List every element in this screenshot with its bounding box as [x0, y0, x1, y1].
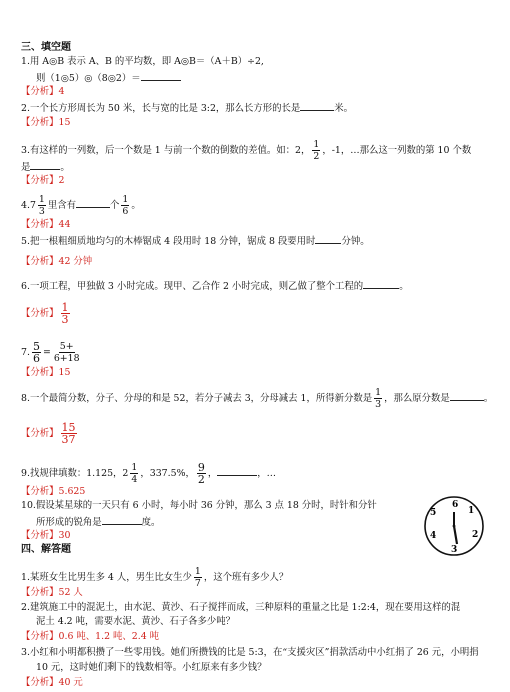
- clock-number-4: 4: [430, 531, 437, 541]
- q1-analysis: 【分析】4: [21, 86, 65, 97]
- clock-hour-hand: [454, 526, 457, 544]
- q8-answer-blank[interactable]: [450, 391, 484, 401]
- s3-line1: 3.小红和小明都积攒了一些零用钱。她们所攒钱的比是 5:3，在“支援灾区”捐款活动中小红捐了 26 元，小明捐: [21, 647, 479, 658]
- q3-answer-blank[interactable]: [30, 160, 60, 170]
- q1-line2: 则（1◎5）◎（8◎2）＝: [36, 71, 181, 85]
- clock-center: [453, 525, 456, 528]
- section-heading-problems: 四、解答题: [21, 544, 71, 555]
- q8-answer-fraction: $\frac{15}{37}$: [61, 421, 76, 446]
- s1-analysis: 【分析】52 人: [21, 587, 83, 598]
- q10-answer-blank[interactable]: [102, 515, 142, 525]
- clock-diagram: [423, 495, 485, 557]
- q4-answer-blank[interactable]: [76, 198, 110, 208]
- q6-answer-blank[interactable]: [363, 279, 399, 289]
- q2-answer-blank[interactable]: [300, 101, 334, 111]
- q2-analysis: 【分析】15: [21, 117, 71, 128]
- q4-line: 4.7 $\frac{1}{3}$ 里含有 个 $\frac{1}{6}$ 。: [21, 194, 141, 217]
- q3-fraction: $\frac{1}{2}$: [313, 139, 320, 162]
- q10-line2: 所形成的锐角是 度。: [36, 517, 161, 528]
- q10-line1: 10.假设某星球的一天只有 6 小时，每小时 36 分钟，那么 3 点 18 分时，时针和分针: [21, 500, 377, 511]
- s1-line: 1.某班女生比男生多 4 人，男生比女生少 $\frac{1}{7}$ ，这个班有多少人？: [21, 566, 289, 589]
- s3-line2: 10 元，这时她们剩下的钱数相等。小红原来有多少钱？: [36, 662, 267, 673]
- q6-analysis: 【分析】 $\frac{1}{3}$: [21, 301, 69, 326]
- q1-answer-blank[interactable]: [141, 71, 181, 81]
- q7-analysis: 【分析】15: [21, 367, 71, 378]
- s2-line1: 2.建筑施工中的混泥土，由水泥、黄沙、石子搅拌而成，三种原料的重量之比是 1:2:4，现在要用这样的混: [21, 602, 461, 613]
- q9-analysis: 【分析】5.625: [21, 486, 86, 497]
- q2-line: 2.一个长方形周长为 50 米，长与宽的比是 3:2，那么长方形的长是 米。: [21, 103, 354, 114]
- clock-number-6: 6: [452, 500, 459, 510]
- q5-analysis: 【分析】42 分钟: [21, 256, 93, 267]
- q5-line: 5.把一根粗细质地均匀的木棒锯成 4 段用时 18 分钟，锯成 8 段要用时 分钟。: [21, 236, 370, 247]
- q9-fraction-2: $\frac{9}{2}$: [197, 461, 205, 486]
- q9-answer-blank[interactable]: [217, 466, 257, 476]
- s2-analysis: 【分析】0.6 吨、1.2 吨、2.4 吨: [21, 631, 160, 642]
- q1-line1: 1.用 A◎B 表示 A、B 的平均数，即 A◎B＝（A＋B）÷2,: [21, 56, 264, 67]
- q8-line: 8.一个最简分数，分子、分母的和是 52，若分子减去 3，分母减去 1，所得新分数是 $\frac{1}{3}$ ，那么原分数是 。: [21, 387, 494, 410]
- clock-number-1: 1: [468, 506, 475, 516]
- q8-analysis: 【分析】 $\frac{15}{37}$: [21, 421, 76, 446]
- q8-fraction: $\frac{1}{3}$: [375, 387, 382, 410]
- s3-analysis: 【分析】40 元: [21, 677, 83, 688]
- q7-line: 7. $\frac{5}{6}$ = $\frac{5+}{6+18}$: [21, 340, 80, 365]
- q4-fraction-1: $\frac{1}{3}$: [38, 194, 45, 217]
- clock-number-2: 2: [472, 530, 479, 540]
- s1-fraction: $\frac{1}{7}$: [194, 566, 201, 589]
- q5-answer-blank[interactable]: [315, 234, 341, 244]
- q3-line2: 是 。: [21, 162, 70, 173]
- q3-line1: 3.有这样的一列数，后一个数是 1 与前一个数的倒数的差值。如：2， $\frac{1}{2}$ ，-1，…那么这一列数的第 10 个数: [21, 139, 472, 162]
- q7-left-fraction: $\frac{5}{6}$: [32, 340, 40, 365]
- s2-line2: 泥土 4.2 吨，需要水泥、黄沙、石子各多少吨？: [36, 616, 235, 627]
- q9-mixed-fraction: $\frac{1}{4}$: [131, 462, 138, 485]
- q6-answer-fraction: $\frac{1}{3}$: [61, 301, 69, 326]
- q7-right-fraction: $\frac{5+}{6+18}$: [53, 341, 80, 364]
- q10-analysis: 【分析】30: [21, 530, 71, 541]
- q4-analysis: 【分析】44: [21, 219, 71, 230]
- section-heading-fill-blank: 三、填空题: [21, 42, 71, 53]
- q9-line: 9.找规律填数：1.125，2 $\frac{1}{4}$ ，337.5%， $\frac{9}{2}$ ， ，…: [21, 461, 277, 486]
- q3-analysis: 【分析】2: [21, 175, 65, 186]
- q4-fraction-2: $\frac{1}{6}$: [122, 194, 129, 217]
- clock-number-5: 5: [430, 508, 437, 518]
- q6-line: 6.一项工程，甲独做 3 小时完成。现甲、乙合作 2 小时完成，则乙做了整个工程的 。: [21, 281, 409, 292]
- clock-number-3: 3: [451, 545, 458, 555]
